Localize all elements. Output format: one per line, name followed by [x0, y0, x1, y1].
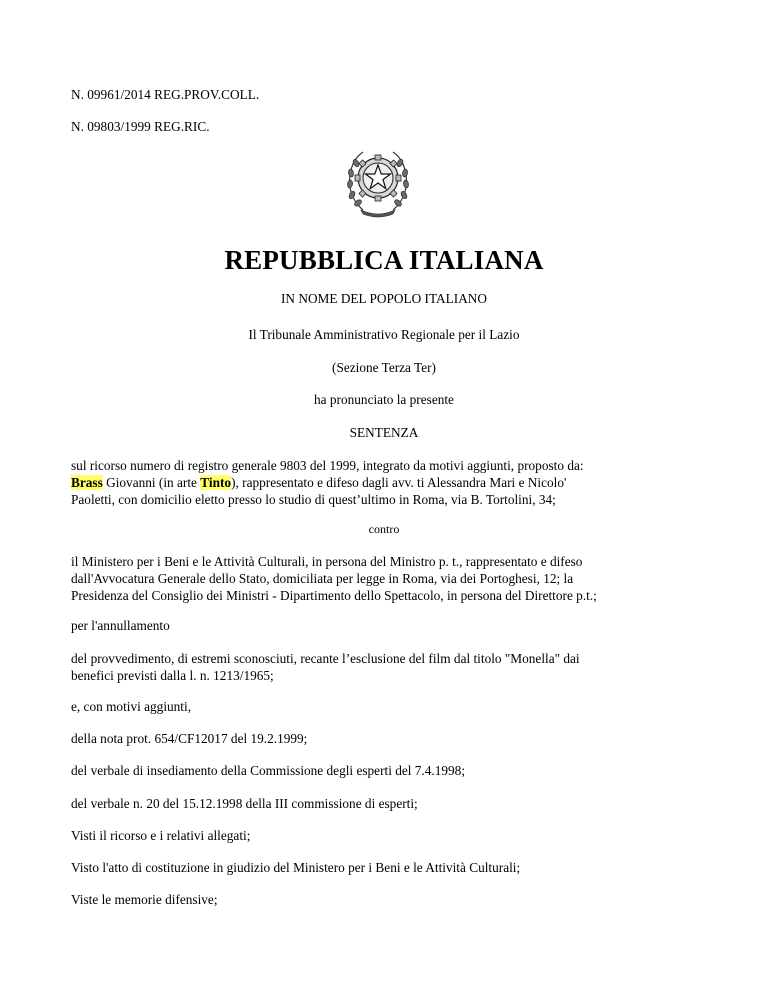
ricorso-line-2 [71, 474, 711, 491]
highlight-art-name: Tinto [200, 475, 232, 490]
ricorso-line-1: sul ricorso numero di registro generale 9803 del 1999, integrato da motivi aggiunti, proposto da: [71, 458, 584, 473]
provvedimento-line-2: benefici previsti dalla l. n. 1213/1965; [71, 668, 274, 683]
verbale-20-line: del verbale n. 20 del 15.12.1998 della III commissione di esperti; [71, 796, 418, 811]
registry-number-prov: N. 09961/2014 REG.PROV.COLL. [71, 87, 260, 102]
visti-ricorso-line: Visti il ricorso e i relativi allegati; [71, 828, 251, 843]
visto-atto-line: Visto l'atto di costituzione in giudizio del Ministero per i Beni e le Attività Culturali; [71, 860, 521, 875]
ministero-line-1: il Ministero per i Beni e le Attività Culturali, in persona del Ministro p. t., rappresentato e difeso [71, 554, 583, 569]
registry-number-ric: N. 09803/1999 REG.RIC. [71, 119, 210, 134]
verbale-insediamento-line: del verbale di insediamento della Commissione degli esperti del 7.4.1998; [71, 763, 466, 778]
ricorso-line-2-b: ), rappresentato e difeso dagli avv. ti Alessandra Mari e Nicolo' [231, 475, 567, 490]
pronounced-line: ha pronunciato la presente [314, 392, 454, 407]
ministero-line-3: Presidenza del Consiglio dei Ministri - Dipartimento dello Spettacolo, in persona del Direttore p.t.; [71, 588, 597, 603]
nota-line: della nota prot. 654/CF12017 del 19.2.1999; [71, 731, 308, 746]
contro-heading: contro [368, 522, 400, 536]
ricorso-line-3: Paoletti, con domicilio eletto presso lo studio di quest’ultimo in Roma, via B. Tortolini, 34; [71, 492, 556, 507]
document-type: SENTENZA [349, 425, 419, 440]
court-section: (Sezione Terza Ter) [332, 360, 436, 375]
viste-memorie-line: Viste le memorie difensive; [71, 892, 218, 907]
italian-republic-emblem-icon [343, 140, 413, 220]
ricorso-paragraph [71, 457, 711, 508]
people-heading: IN NOME DEL POPOLO ITALIANO [281, 291, 487, 306]
page-title: REPUBBLICA ITALIANA [224, 245, 544, 275]
ricorso-line-2-a: Giovanni (in arte [102, 475, 201, 490]
motivi-aggiunti-line: e, con motivi aggiunti, [71, 699, 192, 714]
court-name: Il Tribunale Amministrativo Regionale per il Lazio [248, 327, 520, 342]
provvedimento-line-1: del provvedimento, di estremi sconosciuti, recante l’esclusione del film dal titolo "Monella" dai [71, 651, 580, 666]
ministero-line-2: dall'Avvocatura Generale dello Stato, domiciliata per legge in Roma, via dei Portoghesi, 12; la [71, 571, 574, 586]
ministero-paragraph [71, 553, 711, 604]
annullamento-line: per l'annullamento [71, 618, 170, 633]
highlight-name: Brass [71, 475, 103, 490]
provvedimento-paragraph [71, 650, 711, 684]
